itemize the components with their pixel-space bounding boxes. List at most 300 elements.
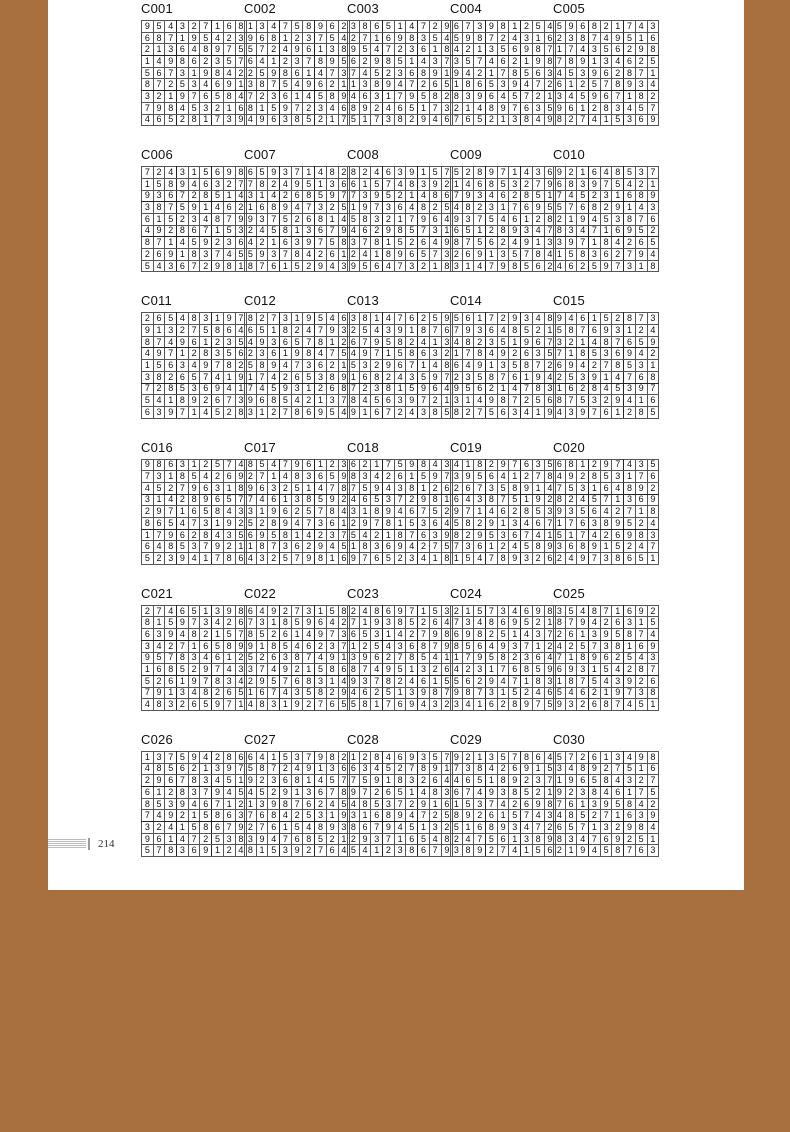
grid-cell: 9 xyxy=(315,260,327,272)
grid-cell: 3 xyxy=(589,798,601,810)
grid-cell: 4 xyxy=(577,833,589,845)
grid-cell: 1 xyxy=(188,167,200,179)
grid-cell: 9 xyxy=(441,237,453,249)
grid-cell: 1 xyxy=(577,336,589,348)
grid-cell: 6 xyxy=(383,541,395,553)
grid-cell: 5 xyxy=(383,190,395,202)
sudoku-solution xyxy=(244,731,347,857)
grid-row xyxy=(554,810,659,822)
grid-cell: 8 xyxy=(600,699,612,711)
grid-cell: 7 xyxy=(612,336,624,348)
grid-cell: 4 xyxy=(359,249,371,261)
grid-cell: 9 xyxy=(348,675,360,687)
grid-cell: 6 xyxy=(429,79,441,91)
grid-row xyxy=(554,237,659,249)
grid-cell: 5 xyxy=(235,44,247,56)
grid-cell: 3 xyxy=(245,79,257,91)
grid-cell: 6 xyxy=(577,21,589,33)
grid-cell: 7 xyxy=(441,167,453,179)
grid-cell: 9 xyxy=(647,640,659,652)
grid-cell: 9 xyxy=(589,91,601,103)
grid-cell: 1 xyxy=(212,225,224,237)
grid-row xyxy=(451,178,556,190)
grid-cell: 1 xyxy=(188,640,200,652)
grid-row xyxy=(451,675,556,687)
grid-cell: 9 xyxy=(612,32,624,44)
grid-cell: 8 xyxy=(303,348,315,360)
grid-cell: 9 xyxy=(153,775,165,787)
grid-cell: 1 xyxy=(245,371,257,383)
grid-cell: 5 xyxy=(268,225,280,237)
grid-cell: 9 xyxy=(177,553,189,565)
grid-cell: 9 xyxy=(565,237,577,249)
grid-cell: 3 xyxy=(624,617,636,629)
grid-cell: 3 xyxy=(303,32,315,44)
puzzle-id: C022 xyxy=(244,585,276,601)
grid-cell: 8 xyxy=(359,798,371,810)
grid-cell: 6 xyxy=(315,471,327,483)
grid-cell: 6 xyxy=(521,202,533,214)
grid-cell: 3 xyxy=(348,237,360,249)
grid-cell: 4 xyxy=(577,605,589,617)
grid-cell: 6 xyxy=(338,763,350,775)
grid-cell: 8 xyxy=(624,482,636,494)
grid-cell: 9 xyxy=(245,640,257,652)
grid-cell: 7 xyxy=(223,395,235,407)
grid-cell: 6 xyxy=(554,79,566,91)
grid-row xyxy=(451,383,556,395)
grid-cell: 1 xyxy=(635,763,647,775)
grid-row xyxy=(245,617,350,629)
grid-cell: 2 xyxy=(394,763,406,775)
grid-cell: 6 xyxy=(268,652,280,664)
sudoku-solution xyxy=(553,439,656,565)
grid-cell: 8 xyxy=(223,360,235,372)
grid-cell: 4 xyxy=(223,67,235,79)
grid-cell: 9 xyxy=(359,202,371,214)
grid-row xyxy=(348,406,453,418)
grid-cell: 5 xyxy=(544,348,556,360)
grid-cell: 9 xyxy=(142,833,154,845)
grid-cell: 3 xyxy=(486,336,498,348)
grid-cell: 8 xyxy=(577,652,589,664)
grid-cell: 7 xyxy=(565,617,577,629)
grid-cell: 1 xyxy=(348,541,360,553)
grid-cell: 8 xyxy=(451,810,463,822)
grid-cell: 2 xyxy=(462,751,474,763)
grid-cell: 1 xyxy=(326,114,338,126)
grid-cell: 4 xyxy=(338,213,350,225)
grid-row xyxy=(348,605,453,617)
grid-cell: 3 xyxy=(429,529,441,541)
grid-cell: 5 xyxy=(177,383,189,395)
grid-cell: 3 xyxy=(565,406,577,418)
grid-cell: 9 xyxy=(532,371,544,383)
grid-cell: 5 xyxy=(223,56,235,68)
grid-cell: 8 xyxy=(338,605,350,617)
grid-row xyxy=(245,44,350,56)
grid-cell: 1 xyxy=(359,406,371,418)
grid-cell: 4 xyxy=(348,91,360,103)
grid-cell: 4 xyxy=(256,494,268,506)
grid-cell: 9 xyxy=(315,21,327,33)
grid-cell: 7 xyxy=(212,664,224,676)
grid-cell: 4 xyxy=(647,79,659,91)
grid-row xyxy=(451,325,556,337)
grid-cell: 8 xyxy=(177,395,189,407)
grid-cell: 4 xyxy=(474,787,486,799)
grid-cell: 6 xyxy=(532,336,544,348)
grid-cell: 6 xyxy=(497,833,509,845)
grid-cell: 5 xyxy=(544,699,556,711)
grid-cell: 4 xyxy=(441,518,453,530)
grid-cell: 5 xyxy=(326,32,338,44)
grid-cell: 7 xyxy=(418,629,430,641)
grid-cell: 5 xyxy=(165,313,177,325)
grid-cell: 6 xyxy=(577,775,589,787)
grid-cell: 9 xyxy=(589,371,601,383)
grid-cell: 3 xyxy=(280,541,292,553)
grid-cell: 6 xyxy=(153,833,165,845)
grid-cell: 9 xyxy=(280,202,292,214)
grid-row xyxy=(554,213,659,225)
grid-cell: 2 xyxy=(441,699,453,711)
grid-cell: 8 xyxy=(153,763,165,775)
grid-cell: 6 xyxy=(406,249,418,261)
grid-cell: 8 xyxy=(554,494,566,506)
grid-cell: 6 xyxy=(291,833,303,845)
grid-cell: 4 xyxy=(532,313,544,325)
grid-cell: 2 xyxy=(497,541,509,553)
grid-cell: 5 xyxy=(521,67,533,79)
grid-cell: 8 xyxy=(338,787,350,799)
grid-cell: 5 xyxy=(315,494,327,506)
grid-cell: 1 xyxy=(142,56,154,68)
grid-cell: 3 xyxy=(165,325,177,337)
grid-cell: 3 xyxy=(451,845,463,857)
grid-cell: 1 xyxy=(153,44,165,56)
grid-cell: 5 xyxy=(462,553,474,565)
grid-cell: 3 xyxy=(429,822,441,834)
grid-row xyxy=(554,640,659,652)
grid-cell: 9 xyxy=(280,787,292,799)
grid-cell: 3 xyxy=(188,652,200,664)
grid-row xyxy=(245,260,350,272)
grid-cell: 7 xyxy=(624,249,636,261)
grid-cell: 8 xyxy=(635,406,647,418)
grid-cell: 4 xyxy=(394,629,406,641)
grid-cell: 6 xyxy=(565,102,577,114)
grid-cell: 2 xyxy=(544,822,556,834)
grid-cell: 8 xyxy=(532,675,544,687)
grid-cell: 8 xyxy=(268,518,280,530)
grid-cell: 2 xyxy=(647,605,659,617)
grid-cell: 1 xyxy=(429,553,441,565)
grid-cell: 7 xyxy=(624,21,636,33)
grid-cell: 9 xyxy=(624,79,636,91)
grid-cell: 5 xyxy=(647,56,659,68)
grid-cell: 7 xyxy=(565,395,577,407)
grid-row xyxy=(554,249,659,261)
grid-cell: 3 xyxy=(177,459,189,471)
grid-cell: 4 xyxy=(256,751,268,763)
grid-cell: 5 xyxy=(359,260,371,272)
grid-cell: 9 xyxy=(474,529,486,541)
grid-cell: 7 xyxy=(165,506,177,518)
grid-row xyxy=(554,494,659,506)
grid-cell: 6 xyxy=(589,325,601,337)
grid-cell: 1 xyxy=(441,67,453,79)
grid-cell: 9 xyxy=(188,675,200,687)
grid-cell: 7 xyxy=(521,383,533,395)
grid-cell: 8 xyxy=(624,313,636,325)
grid-cell: 3 xyxy=(600,56,612,68)
grid-cell: 3 xyxy=(165,260,177,272)
sudoku-grid xyxy=(450,166,556,272)
grid-cell: 4 xyxy=(509,237,521,249)
grid-cell: 4 xyxy=(544,482,556,494)
grid-cell: 5 xyxy=(429,313,441,325)
grid-cell: 2 xyxy=(200,833,212,845)
grid-cell: 9 xyxy=(521,482,533,494)
grid-cell: 1 xyxy=(371,313,383,325)
grid-cell: 1 xyxy=(429,336,441,348)
grid-cell: 8 xyxy=(165,664,177,676)
grid-cell: 2 xyxy=(451,249,463,261)
grid-row xyxy=(451,213,556,225)
grid-cell: 6 xyxy=(647,213,659,225)
grid-cell: 5 xyxy=(188,371,200,383)
grid-cell: 5 xyxy=(338,202,350,214)
grid-cell: 8 xyxy=(474,348,486,360)
grid-cell: 8 xyxy=(612,360,624,372)
grid-cell: 8 xyxy=(212,506,224,518)
grid-row xyxy=(142,652,247,664)
grid-cell: 4 xyxy=(359,845,371,857)
grid-cell: 9 xyxy=(451,383,463,395)
grid-cell: 9 xyxy=(245,213,257,225)
grid-cell: 4 xyxy=(315,67,327,79)
grid-cell: 9 xyxy=(554,506,566,518)
grid-cell: 5 xyxy=(577,506,589,518)
grid-cell: 4 xyxy=(406,675,418,687)
grid-cell: 8 xyxy=(600,336,612,348)
grid-cell: 3 xyxy=(497,529,509,541)
grid-cell: 4 xyxy=(521,167,533,179)
grid-cell: 4 xyxy=(235,325,247,337)
page-number: 214 xyxy=(98,838,115,850)
grid-cell: 8 xyxy=(612,79,624,91)
grid-cell: 2 xyxy=(383,371,395,383)
grid-cell: 5 xyxy=(418,833,430,845)
grid-cell: 4 xyxy=(474,102,486,114)
grid-cell: 2 xyxy=(291,32,303,44)
grid-cell: 5 xyxy=(647,787,659,799)
grid-cell: 7 xyxy=(474,213,486,225)
grid-cell: 7 xyxy=(371,114,383,126)
grid-cell: 7 xyxy=(406,360,418,372)
grid-cell: 4 xyxy=(338,675,350,687)
grid-cell: 8 xyxy=(577,763,589,775)
grid-row xyxy=(348,114,453,126)
grid-cell: 3 xyxy=(612,102,624,114)
grid-cell: 5 xyxy=(486,652,498,664)
grid-row xyxy=(348,44,453,56)
grid-cell: 1 xyxy=(406,471,418,483)
puzzle-id: C001 xyxy=(141,1,173,16)
grid-cell: 2 xyxy=(635,325,647,337)
grid-cell: 1 xyxy=(280,32,292,44)
grid-cell: 1 xyxy=(509,471,521,483)
grid-cell: 1 xyxy=(177,348,189,360)
grid-cell: 8 xyxy=(371,605,383,617)
grid-cell: 5 xyxy=(200,167,212,179)
grid-cell: 1 xyxy=(418,605,430,617)
grid-cell: 9 xyxy=(441,21,453,33)
grid-cell: 4 xyxy=(165,336,177,348)
grid-cell: 8 xyxy=(291,652,303,664)
grid-cell: 6 xyxy=(600,833,612,845)
grid-cell: 3 xyxy=(200,249,212,261)
grid-cell: 3 xyxy=(245,506,257,518)
grid-row xyxy=(348,471,453,483)
grid-cell: 3 xyxy=(486,687,498,699)
grid-cell: 7 xyxy=(474,56,486,68)
grid-cell: 7 xyxy=(441,471,453,483)
grid-cell: 5 xyxy=(554,751,566,763)
grid-cell: 4 xyxy=(383,313,395,325)
grid-cell: 9 xyxy=(338,471,350,483)
grid-cell: 7 xyxy=(612,260,624,272)
grid-cell: 9 xyxy=(497,640,509,652)
grid-cell: 8 xyxy=(565,810,577,822)
grid-cell: 3 xyxy=(406,260,418,272)
grid-cell: 5 xyxy=(280,395,292,407)
grid-cell: 1 xyxy=(256,190,268,202)
grid-cell: 9 xyxy=(256,336,268,348)
grid-cell: 3 xyxy=(406,44,418,56)
grid-cell: 8 xyxy=(429,190,441,202)
grid-cell: 3 xyxy=(521,652,533,664)
grid-cell: 7 xyxy=(212,249,224,261)
grid-cell: 2 xyxy=(451,371,463,383)
grid-cell: 1 xyxy=(326,810,338,822)
grid-cell: 8 xyxy=(326,751,338,763)
grid-cell: 5 xyxy=(544,202,556,214)
grid-cell: 8 xyxy=(291,114,303,126)
grid-cell: 9 xyxy=(326,494,338,506)
grid-cell: 1 xyxy=(532,237,544,249)
grid-cell: 4 xyxy=(359,67,371,79)
grid-cell: 8 xyxy=(268,640,280,652)
grid-cell: 1 xyxy=(383,348,395,360)
grid-cell: 2 xyxy=(303,260,315,272)
grid-cell: 7 xyxy=(348,383,360,395)
grid-row xyxy=(451,652,556,664)
grid-cell: 7 xyxy=(315,699,327,711)
grid-cell: 1 xyxy=(359,506,371,518)
footer-divider xyxy=(88,838,90,850)
grid-cell: 4 xyxy=(612,56,624,68)
puzzle-id: C021 xyxy=(141,585,173,601)
grid-cell: 7 xyxy=(315,237,327,249)
grid-cell: 8 xyxy=(153,32,165,44)
grid-cell: 7 xyxy=(142,167,154,179)
grid-cell: 8 xyxy=(153,202,165,214)
grid-cell: 1 xyxy=(406,787,418,799)
grid-cell: 1 xyxy=(268,471,280,483)
grid-cell: 8 xyxy=(624,629,636,641)
grid-cell: 3 xyxy=(509,114,521,126)
grid-cell: 8 xyxy=(165,541,177,553)
grid-cell: 6 xyxy=(429,775,441,787)
grid-cell: 3 xyxy=(462,371,474,383)
grid-cell: 4 xyxy=(235,91,247,103)
grid-cell: 8 xyxy=(474,459,486,471)
grid-cell: 5 xyxy=(291,260,303,272)
grid-cell: 8 xyxy=(348,664,360,676)
grid-cell: 2 xyxy=(418,260,430,272)
grid-cell: 4 xyxy=(406,202,418,214)
grid-cell: 3 xyxy=(462,541,474,553)
grid-cell: 4 xyxy=(418,190,430,202)
grid-cell: 6 xyxy=(624,605,636,617)
grid-cell: 5 xyxy=(200,699,212,711)
grid-cell: 2 xyxy=(429,482,441,494)
puzzle-id: C024 xyxy=(450,585,482,601)
grid-cell: 8 xyxy=(235,482,247,494)
grid-cell: 4 xyxy=(359,395,371,407)
grid-cell: 7 xyxy=(624,845,636,857)
grid-cell: 9 xyxy=(165,529,177,541)
grid-cell: 9 xyxy=(589,541,601,553)
grid-cell: 1 xyxy=(177,675,189,687)
grid-cell: 6 xyxy=(291,541,303,553)
grid-row xyxy=(451,395,556,407)
grid-cell: 3 xyxy=(188,213,200,225)
grid-cell: 9 xyxy=(565,471,577,483)
grid-cell: 4 xyxy=(303,91,315,103)
grid-cell: 4 xyxy=(348,225,360,237)
grid-cell: 2 xyxy=(497,763,509,775)
grid-cell: 9 xyxy=(235,114,247,126)
grid-cell: 5 xyxy=(383,553,395,565)
grid-cell: 2 xyxy=(212,336,224,348)
grid-cell: 2 xyxy=(406,114,418,126)
grid-cell: 7 xyxy=(544,775,556,787)
grid-cell: 3 xyxy=(418,178,430,190)
grid-cell: 8 xyxy=(188,114,200,126)
grid-row xyxy=(142,249,247,261)
grid-cell: 3 xyxy=(589,249,601,261)
grid-cell: 8 xyxy=(200,348,212,360)
grid-cell: 2 xyxy=(418,541,430,553)
grid-cell: 1 xyxy=(256,506,268,518)
grid-cell: 1 xyxy=(256,102,268,114)
grid-cell: 8 xyxy=(509,787,521,799)
grid-cell: 5 xyxy=(497,629,509,641)
grid-cell: 2 xyxy=(348,833,360,845)
grid-cell: 3 xyxy=(521,553,533,565)
grid-row xyxy=(348,787,453,799)
grid-row xyxy=(245,699,350,711)
grid-cell: 8 xyxy=(577,541,589,553)
grid-cell: 3 xyxy=(280,845,292,857)
grid-cell: 5 xyxy=(577,640,589,652)
grid-cell: 9 xyxy=(303,553,315,565)
grid-cell: 9 xyxy=(315,751,327,763)
grid-cell: 4 xyxy=(177,237,189,249)
